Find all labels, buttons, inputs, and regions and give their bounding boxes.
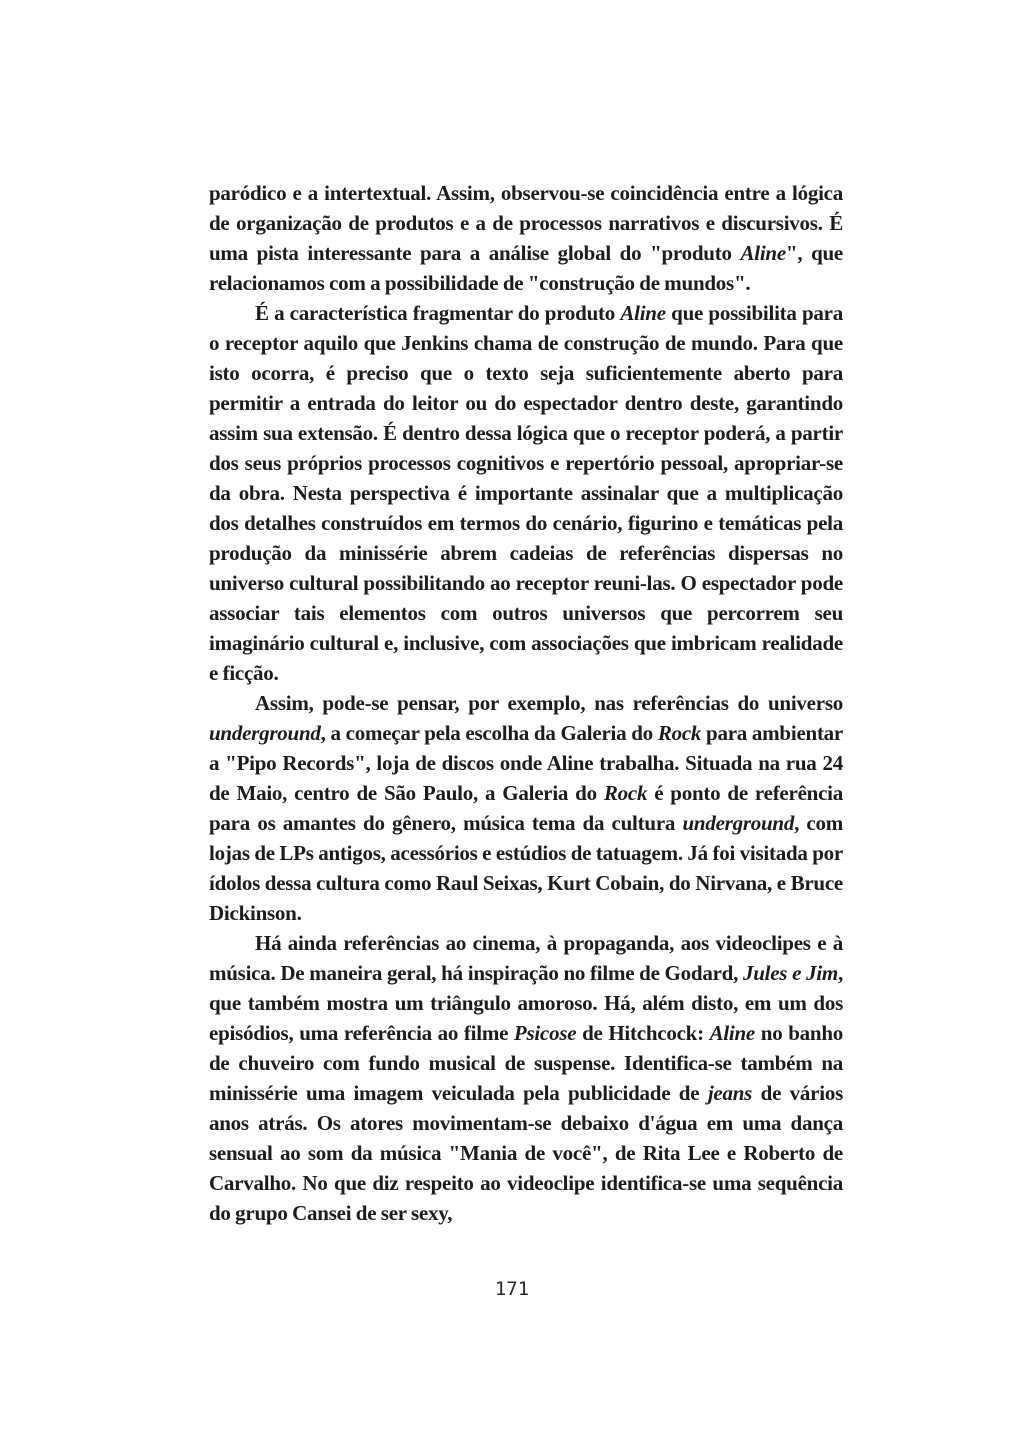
text-run: , com lojas de LPs antigos, acessórios e estúdios de tatuagem. Já foi visitada por ídolos dessa cultura como Raul Seixas, Kurt Cobain, do Nirvana, e Bruce Dickinson. <box>209 811 843 925</box>
italic-text: Rock <box>603 781 648 805</box>
text-run: ", que relacionamos com a possibilidade de "construção de mundos". <box>209 241 844 295</box>
italic-text: Aline <box>740 241 786 265</box>
paragraph <box>209 688 843 928</box>
paragraph <box>209 298 843 688</box>
page-number: 171 <box>494 1278 530 1300</box>
italic-text: Aline <box>709 1021 756 1045</box>
document-body <box>209 178 843 1228</box>
text-run: que possibilita para o receptor aquilo que Jenkins chama de construção de mundo. Para que isto ocorra, é preciso que o texto seja suficientemente aberto para permitir a entrada do leitor ou do espectador dentro deste, garantindo assim sua extensão. É dentro dessa lógica que o receptor poderá, a partir dos seus próprios processos cognitivos e repertório pessoal, apropriar-se da obra. Nesta perspectiva é importante assinalar que a multiplicação dos detalhes construídos em termos do cenário, figurino e temáticas pela produção da minissérie abrem cadeias de referências dispersas no universo cultural possibilitando ao receptor reuni-las. O espectador pode associar tais elementos com outros universos que percorrem seu imaginário cultural e, inclusive, com associações que imbricam realidade e ficção. <box>209 301 844 685</box>
italic-text: Psicose <box>513 1021 577 1045</box>
italic-text: underground <box>682 811 795 835</box>
italic-text: Rock <box>657 721 702 745</box>
text-run: para ambientar a "Pipo Records", loja de discos onde Aline trabalha. Situada na rua 24 de Maio, centro de São Paulo, a Galeria do <box>209 721 844 805</box>
text-run: , que também mostra um triângulo amoroso. Há, além disto, em um dos episódios, uma referência ao filme <box>209 961 843 1045</box>
text-run: é ponto de referência para os amantes do gênero, música tema da cultura <box>209 781 843 835</box>
italic-text: jeans <box>707 1081 753 1105</box>
text-run: Assim, pode-se pensar, por exemplo, nas referências do universo <box>255 691 843 715</box>
paragraph <box>209 178 843 298</box>
paragraph <box>209 928 843 1228</box>
italic-text: Jules e Jim <box>742 961 838 985</box>
text-run: , a começar pela escolha da Galeria do <box>320 721 658 745</box>
text-run: de vários anos atrás. Os atores movimentam-se debaixo d'água em uma dança sensual ao som da música "Mania de você", de Rita Lee e Roberto de Carvalho. No que diz respeito ao videoclipe identifica-se uma sequência do grupo Cansei de ser sexy, <box>209 1081 844 1225</box>
text-run: paródico e a intertextual. Assim, observou-se coincidência entre a lógica de organização de produtos e a de processos narrativos e discursivos. É uma pista interessante para a análise global do "produto <box>209 181 843 265</box>
italic-text: underground <box>209 721 321 745</box>
italic-text: Aline <box>620 301 666 325</box>
text-run: É a característica fragmentar do produto <box>255 301 621 325</box>
text-run: de Hitchcock: <box>576 1021 710 1045</box>
text-run: no banho de chuveiro com fundo musical de suspense. Identifica-se também na minissérie uma imagem veiculada pela publicidade de <box>209 1021 843 1105</box>
text-run: Há ainda referências ao cinema, à propaganda, aos videoclipes e à música. De maneira geral, há inspiração no filme de Godard, <box>209 931 843 985</box>
